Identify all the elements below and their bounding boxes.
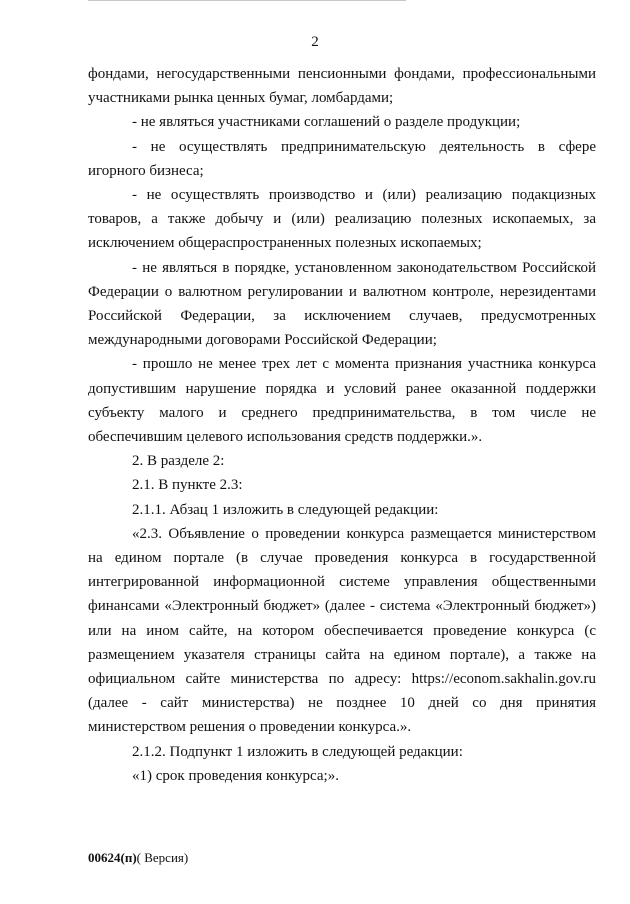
paragraph-announcement: «2.3. Объявление о проведении конкурса размещается министерством на едином портале (в случае проведения конкурса в государственной интегрированной информационной системе управления общественными финансами «Электронный бюджет» (далее - система «Электронный бюджет») или на ином сайте, на котором обеспечивается проведение конкурса (с размещением указателя страницы сайта на едином портале), а также на официальном сайте министерства по адресу: https://econom.sakhalin.gov.ru (далее - сайт министерства) не позднее 10 дней со дня принятия министерством решения о проведении конкурса.». xyxy=(88,525,596,736)
paragraph-contest-period: «1) срок проведения конкурса;». xyxy=(132,767,339,784)
paragraph-production-sharing: - не являться участниками соглашений о разделе продукции; xyxy=(132,114,521,131)
paragraph-section-2: 2. В разделе 2: xyxy=(132,453,225,470)
scan-edge-line xyxy=(88,0,406,1)
paragraph-excise-goods: - не осуществлять производство и (или) реализацию подакцизных товаров, а также добычу и (или) реализацию полезных ископаемых, за исключением общераспространенных полезных ископаемых; xyxy=(88,187,596,252)
paragraph-item-2-1: 2.1. В пункте 2.3: xyxy=(132,477,243,494)
paragraph-non-residents: - не являться в порядке, установленном законодательством Российской Федерации о валютном регулировании и валютном контроле, нерезидентами Российской Федерации, за исключением случаев, предусмотренных международными договорами Российской Федерации; xyxy=(88,259,596,349)
paragraph-gambling: - не осуществлять предпринимательскую деятельность в сфере игорного бизнеса; xyxy=(88,138,596,179)
paragraph-item-2-1-2: 2.1.2. Подпункт 1 изложить в следующей редакции: xyxy=(132,743,463,760)
footer-code: 00624(п) xyxy=(88,850,137,865)
paragraph-continuation: фондами, негосударственными пенсионными фондами, профессиональными участниками рынка ценных бумаг, ломбардами; xyxy=(88,66,596,107)
footer-version: ( Версия) xyxy=(136,850,189,865)
paragraph-item-2-1-1: 2.1.1. Абзац 1 изложить в следующей редакции: xyxy=(132,501,439,518)
document-body xyxy=(88,62,596,788)
page-number: 2 xyxy=(311,34,319,50)
paragraph-three-years: - прошло не менее трех лет с момента признания участника конкурса допустившим нарушение порядка и условий ранее оказанной поддержки субъекту малого и среднего предпринимательства, в том числе не обеспечившим целевого использования средств поддержки.». xyxy=(88,356,596,446)
document-footer xyxy=(88,850,188,866)
